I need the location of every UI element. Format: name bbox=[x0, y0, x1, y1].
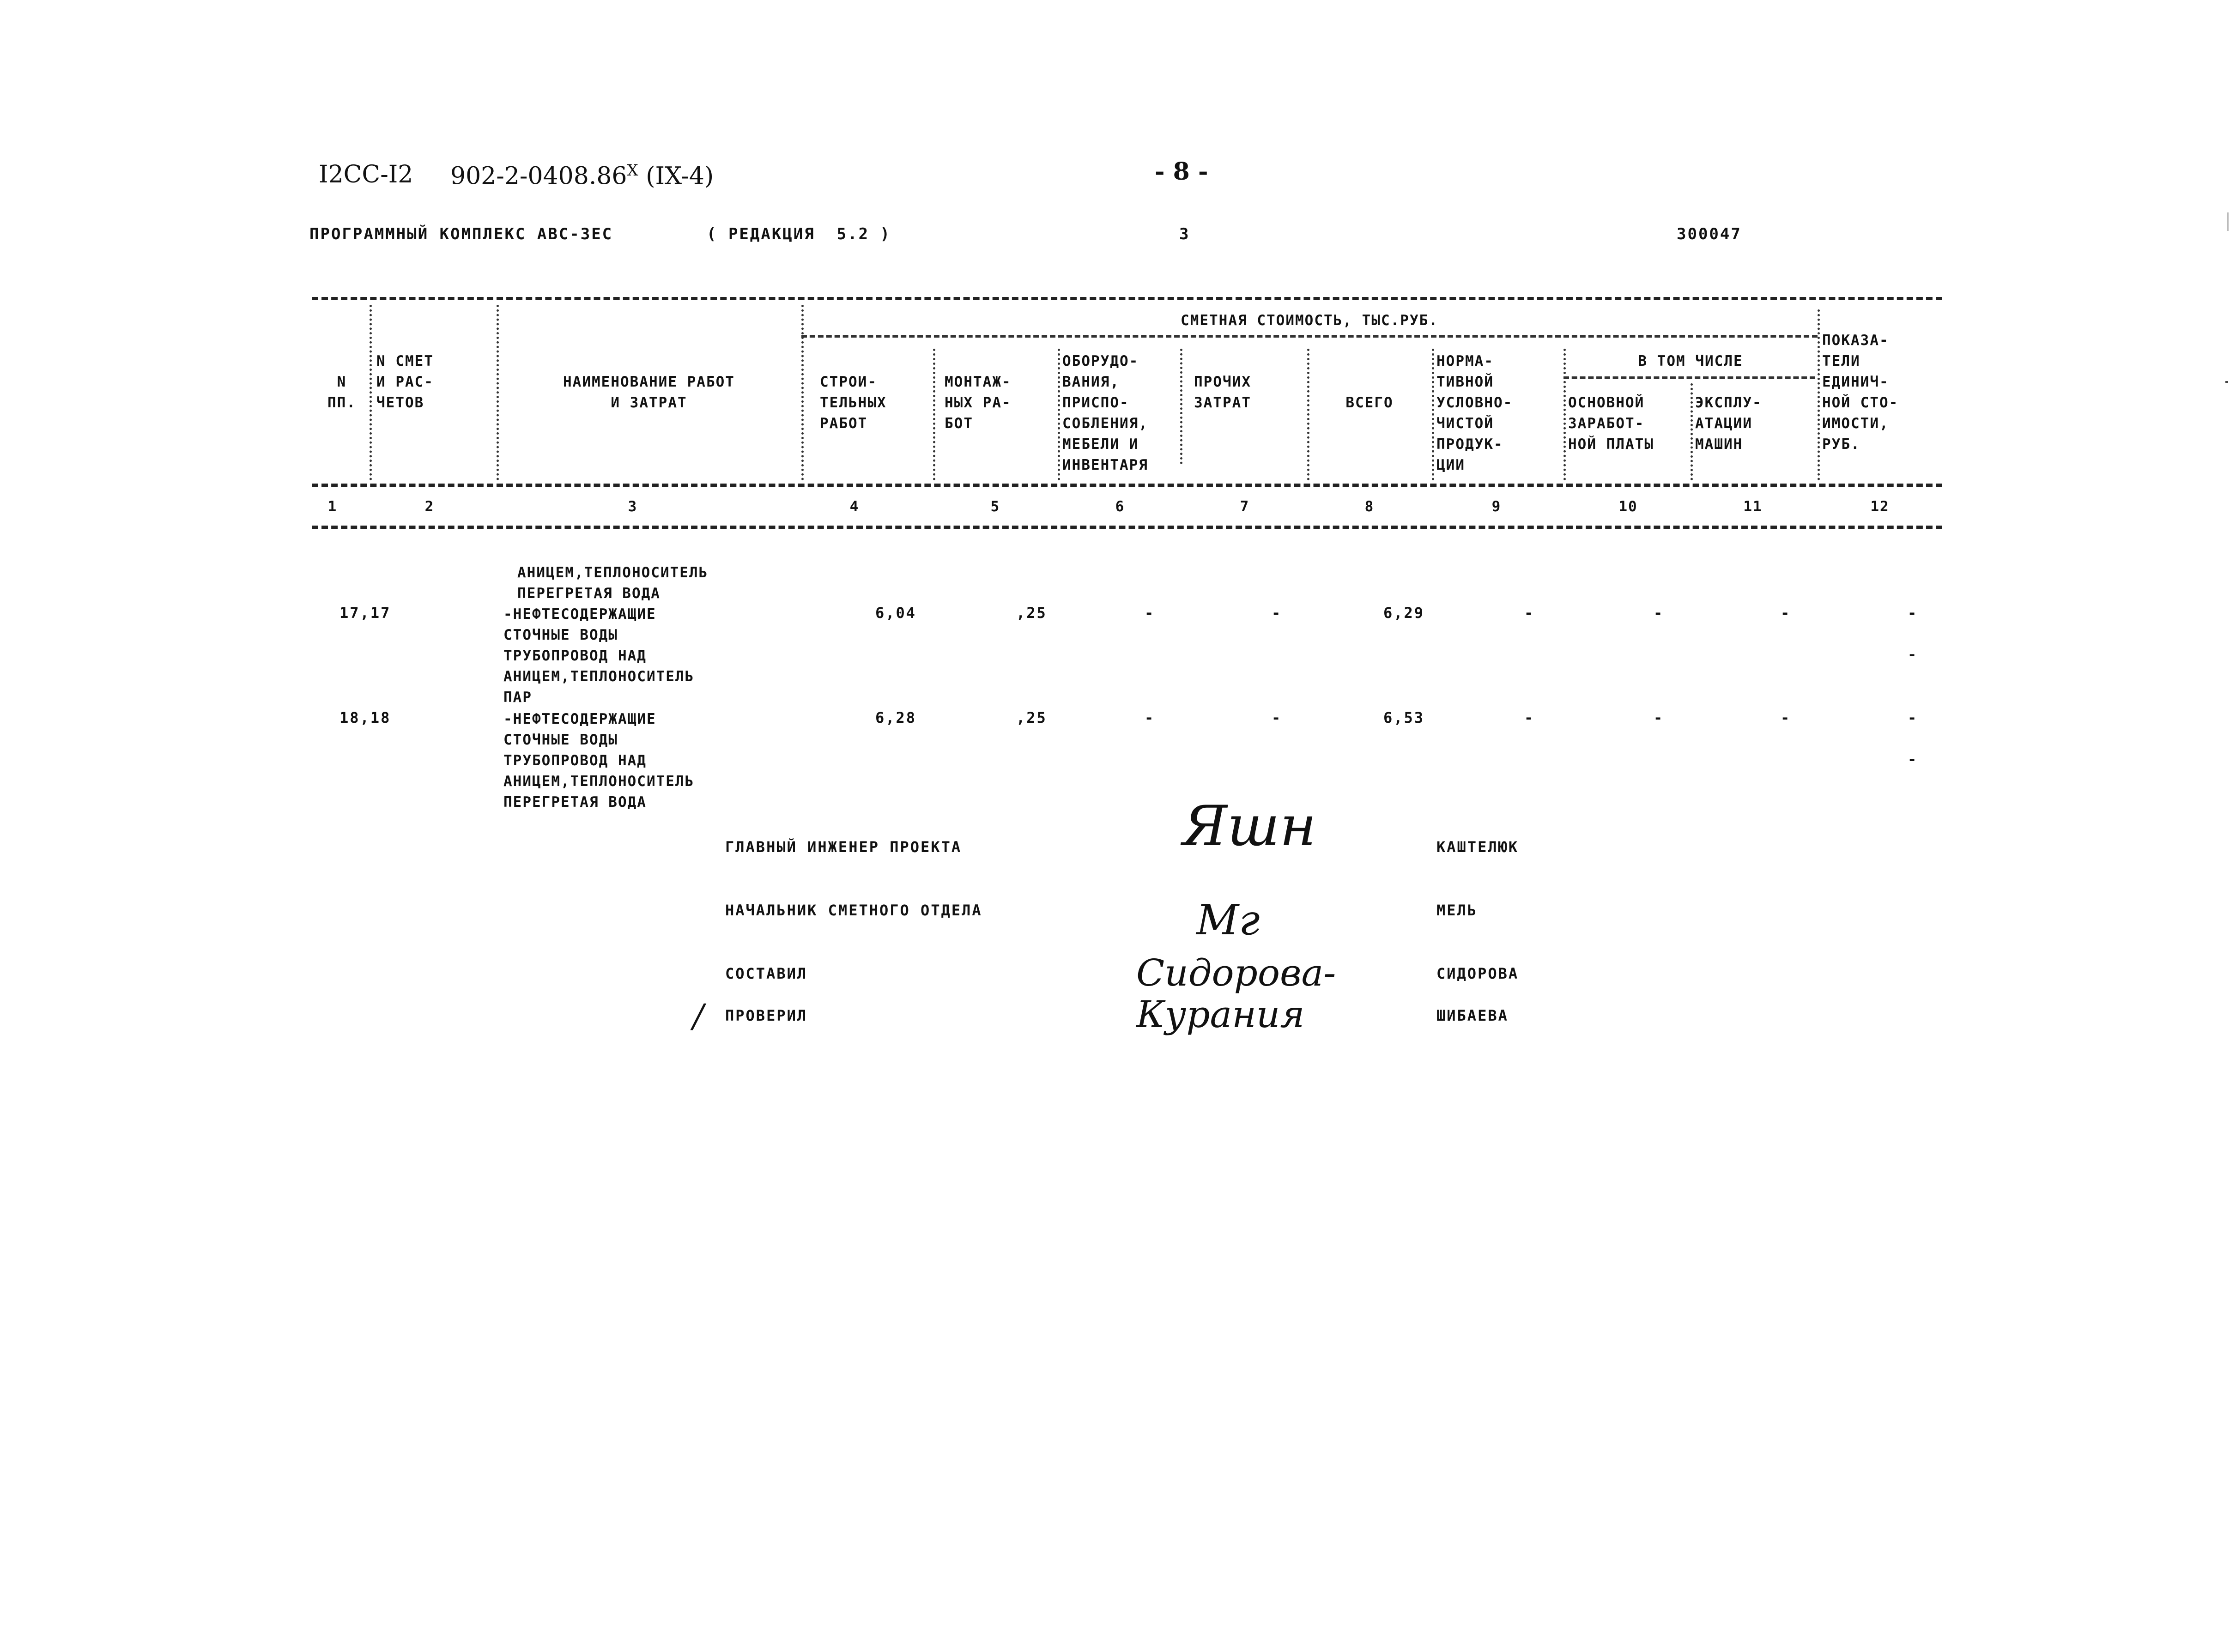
signature-name: КАШТЕЛЮК bbox=[1436, 838, 1519, 856]
doc-superscript: Х bbox=[627, 161, 638, 180]
doc-album: (IX-4) bbox=[646, 162, 714, 190]
cell-unit-cost: - bbox=[1908, 604, 1918, 622]
col-separator bbox=[1307, 349, 1309, 480]
handwritten-signature: Курания bbox=[1136, 993, 1305, 1036]
scan-edge-mark bbox=[2227, 212, 2229, 231]
signature-name: ШИБАЕВА bbox=[1436, 1007, 1509, 1024]
doc-number: 902-2-0408.86 bbox=[450, 162, 627, 190]
col-number: 10 bbox=[1618, 498, 1638, 515]
header-total: ВСЕГО bbox=[1345, 394, 1394, 411]
handwritten-signature: Сидорова- bbox=[1136, 951, 1336, 994]
col-separator bbox=[1691, 383, 1693, 480]
cell-machines: - bbox=[1781, 709, 1791, 726]
cell-salary: - bbox=[1654, 604, 1664, 622]
row-number: 18,18 bbox=[339, 709, 391, 726]
row-description: -НЕФТЕСОДЕРЖАЩИЕ СТОЧНЫЕ ВОДЫ ТРУБОПРОВОД НАД АНИЦЕМ,ТЕПЛОНОСИТЕЛЬ ПЕРЕГРЕТАЯ ВОДА bbox=[503, 711, 695, 811]
cell-normative: - bbox=[1524, 604, 1535, 622]
signature-role: СОСТАВИЛ bbox=[725, 965, 808, 982]
group-divider-rule bbox=[801, 335, 1818, 338]
cell-unit-cost: - bbox=[1908, 646, 1918, 663]
col-number: 2 bbox=[424, 498, 435, 515]
row-description: -НЕФТЕСОДЕРЖАЩИЕ СТОЧНЫЕ ВОДЫ ТРУБОПРОВОД НАД АНИЦЕМ,ТЕПЛОНОСИТЕЛЬ ПАР bbox=[503, 606, 695, 706]
row-number: 17,17 bbox=[339, 604, 391, 622]
signature-name: СИДОРОВА bbox=[1436, 965, 1519, 982]
col-separator bbox=[370, 305, 372, 480]
col-number: 4 bbox=[849, 498, 860, 515]
header-other-costs: ПРОЧИХ ЗАТРАТ bbox=[1194, 374, 1251, 411]
cell-other: - bbox=[1272, 709, 1282, 726]
col-separator bbox=[1058, 349, 1060, 480]
col-separator bbox=[497, 305, 499, 480]
cell-construction: 6,04 bbox=[875, 604, 917, 622]
header-construction-works: СТРОИ- ТЕЛЬНЫХ РАБОТ bbox=[820, 374, 887, 432]
cell-equipment: - bbox=[1145, 604, 1155, 622]
col-number: 8 bbox=[1364, 498, 1375, 515]
subgroup-divider-rule bbox=[1563, 376, 1815, 379]
col-number: 1 bbox=[327, 498, 338, 515]
header-row-number: N ПП. bbox=[327, 374, 356, 411]
col-number: 11 bbox=[1743, 498, 1763, 515]
col-separator bbox=[933, 349, 935, 480]
table-numbers-rule bbox=[312, 526, 1942, 529]
description-line: ПЕРЕГРЕТАЯ ВОДА bbox=[517, 585, 660, 602]
program-code: 300047 bbox=[1677, 225, 1742, 243]
col-number: 5 bbox=[990, 498, 1000, 515]
sheet-code: I2CC-I2 bbox=[319, 161, 413, 188]
signature-role: ГЛАВНЫЙ ИНЖЕНЕР ПРОЕКТА bbox=[725, 838, 962, 856]
cell-normative: - bbox=[1524, 709, 1535, 726]
cell-installation: ,25 bbox=[1016, 604, 1047, 622]
col-number: 12 bbox=[1870, 498, 1890, 515]
col-number: 7 bbox=[1240, 498, 1250, 515]
cell-installation: ,25 bbox=[1016, 709, 1047, 726]
cell-salary: - bbox=[1654, 709, 1664, 726]
header-unit-cost-indicators: ПОКАЗА- ТЕЛИ ЕДИНИЧ- НОЙ СТО- ИМОСТИ, РУБ. bbox=[1822, 332, 1899, 453]
col-number: 9 bbox=[1491, 498, 1502, 515]
col-separator bbox=[1180, 349, 1182, 464]
cell-construction: 6,28 bbox=[875, 709, 917, 726]
header-work-name: НАИМЕНОВАНИЕ РАБОТ И ЗАТРАТ bbox=[563, 374, 735, 411]
header-normative-production: НОРМА- ТИВНОЙ УСЛОВНО- ЧИСТОЙ ПРОДУК- ЦИИ bbox=[1436, 353, 1513, 473]
program-title: ПРОГРАММНЫЙ КОМПЛЕКС АВС-ЗЕС bbox=[309, 225, 613, 243]
cell-other: - bbox=[1272, 604, 1282, 622]
col-number: 6 bbox=[1115, 498, 1125, 515]
check-mark: / bbox=[693, 997, 704, 1035]
header-installation-works: МОНТАЖ- НЫХ РА- БОТ bbox=[945, 374, 1012, 432]
header-equipment: ОБОРУДО- ВАНИЯ, ПРИСПО- СОБЛЕНИЯ, МЕБЕЛИ И ИНВЕНТАРЯ bbox=[1062, 353, 1148, 473]
document-number bbox=[450, 163, 714, 188]
col-number: 3 bbox=[628, 498, 638, 515]
signature-role: НАЧАЛЬНИК СМЕТНОГО ОТДЕЛА bbox=[725, 902, 982, 919]
handwritten-signature: Яшн bbox=[1182, 794, 1316, 859]
handwritten-signature: Мг bbox=[1196, 896, 1260, 944]
program-edition: ( РЕДАКЦИЯ 5.2 ) bbox=[707, 225, 891, 243]
header-including: В ТОМ ЧИСЛЕ bbox=[1638, 353, 1743, 369]
description-line: АНИЦЕМ,ТЕПЛОНОСИТЕЛЬ bbox=[517, 564, 709, 581]
page-number: - 8 - bbox=[1155, 157, 1208, 186]
cell-total: 6,53 bbox=[1383, 709, 1425, 726]
program-page: 3 bbox=[1179, 225, 1190, 243]
scan-edge-mark bbox=[2225, 381, 2228, 383]
col-separator bbox=[1818, 309, 1820, 480]
description-continuation bbox=[517, 563, 708, 604]
cell-total: 6,29 bbox=[1383, 604, 1425, 622]
cell-equipment: - bbox=[1145, 709, 1155, 726]
header-estimated-cost: СМЕТНАЯ СТОИМОСТЬ, ТЫС.РУБ. bbox=[1181, 312, 1438, 329]
cell-machines: - bbox=[1781, 604, 1791, 622]
cell-unit-cost: - bbox=[1908, 750, 1918, 768]
signature-role: ПРОВЕРИЛ bbox=[725, 1007, 808, 1024]
header-machine-operation: ЭКСПЛУ- АТАЦИИ МАШИН bbox=[1695, 394, 1762, 453]
col-separator bbox=[801, 305, 804, 480]
col-separator bbox=[1432, 349, 1434, 480]
header-base-salary: ОСНОВНОЙ ЗАРАБОТ- НОЙ ПЛАТЫ bbox=[1568, 394, 1654, 453]
cell-unit-cost: - bbox=[1908, 709, 1918, 726]
table-top-rule bbox=[312, 297, 1942, 300]
signature-name: МЕЛЬ bbox=[1436, 902, 1478, 919]
header-estimate-number: N СМЕТ И РАС- ЧЕТОВ bbox=[376, 353, 434, 411]
header-bottom-rule bbox=[312, 484, 1942, 487]
